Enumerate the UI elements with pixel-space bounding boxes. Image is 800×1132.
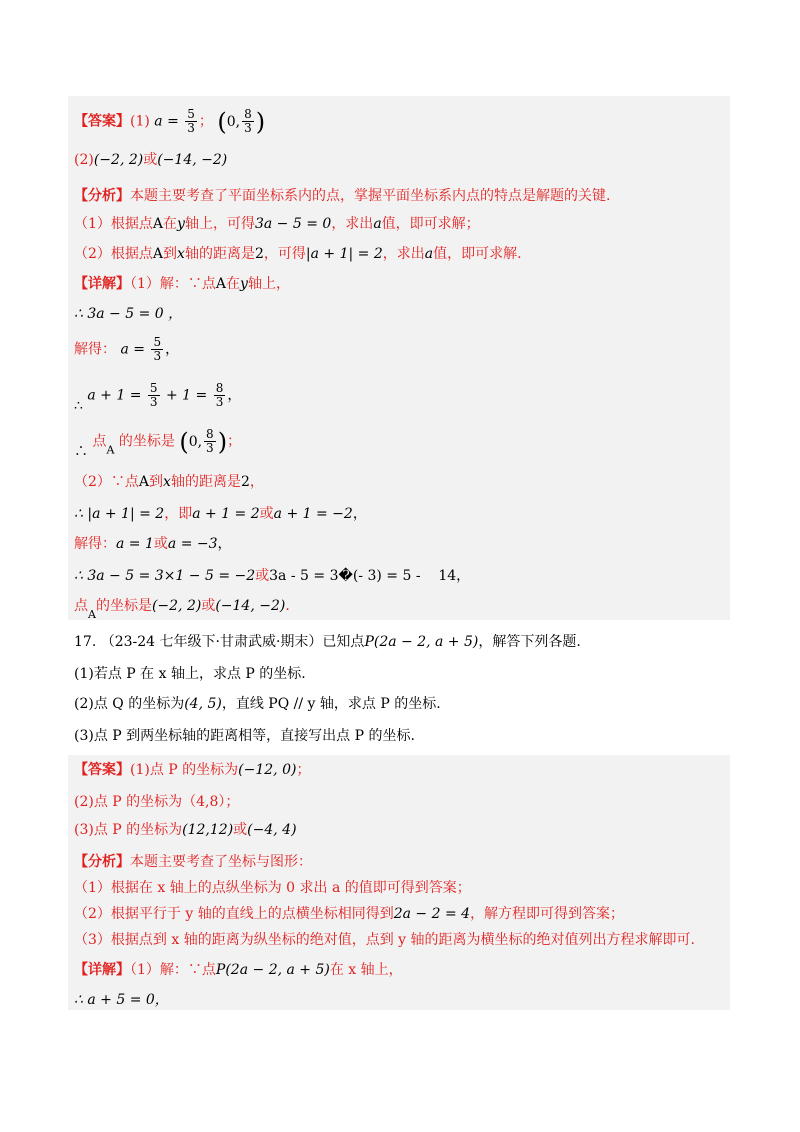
question-17-stem: 17. （23-24 七年级下·甘肃武威·期末）已知点P(2a − 2, a + 5)，解答下列各题. (74, 634, 581, 650)
answer-line-1: 【答案】(1) a = $\frac{5}{3}$ ； (0, $\frac{8}{3}$ ) (74, 107, 266, 136)
solution-step-5: （2）∵点A到x轴的距离是2， (74, 474, 264, 490)
question-17-part-1: (1)若点 P 在 x 轴上，求点 P 的坐标. (74, 666, 306, 682)
answer-tag: 【答案】 (74, 113, 130, 130)
detail-tag: 【详解】 (74, 276, 130, 292)
question-17-part-2: (2)点 Q 的坐标为(4, 5)，直线 PQ // y 轴，求点 P 的坐标. (74, 696, 441, 712)
answer-line-2: (2)(−2, 2)或(−14, −2) (74, 152, 228, 168)
detail-17-line: 【详解】（1）解：∵点P(2a − 2, a + 5)在 x 轴上， (74, 962, 403, 978)
solution-step-1: ∴ 3a − 5 = 0 ， (74, 306, 183, 322)
answer-17-line-1: 【答案】(1)点 P 的坐标为(−12, 0)； (74, 762, 311, 778)
analysis-17-item-2: （2）根据平行于 y 轴的直线上的点横坐标相同得到2a − 2 = 4，解方程即可得到答案； (74, 906, 625, 922)
question-17-part-3: (3)点 P 到两坐标轴的距离相等，直接写出点 P 的坐标. (74, 728, 415, 744)
analysis-line: 【分析】本题主要考查了平面坐标系内的点，掌握平面坐标系内点的特点是解题的关键. (74, 188, 611, 204)
detail-line: 【详解】（1）解：∵点A在y轴上， (74, 276, 290, 292)
analysis-17-item-3: （3）根据点到 x 轴的距离为纵坐标的绝对值，点到 y 轴的距离为横坐标的绝对值列出方程求解即可. (74, 932, 695, 948)
detail-17-step-1: ∴ a + 5 = 0， (74, 992, 169, 1008)
analysis-item-2: （2）根据点A到x轴的距离是2，可得|a + 1| = 2，求出a值，即可求解. (74, 246, 522, 262)
analysis-17-line: 【分析】本题主要考查了坐标与图形： (74, 854, 312, 870)
question-number: 17. (74, 634, 97, 650)
answer-17-line-2: (2)点 P 的坐标为（4,8）； (74, 794, 240, 810)
analysis-17-item-1: （1）根据在 x 轴上的点纵坐标为 0 求出 a 的值即可得到答案； (74, 880, 471, 896)
solution-step-8: ∴ 3a − 5 = 3×1 − 5 = −2或3a - 5 = 3�(- 3) = 5 - 14， (74, 568, 471, 584)
solution-step-9: 点$_A$的坐标是(−2, 2)或(−14, −2). (74, 598, 290, 621)
fraction: $\frac{5}{3}$ (187, 107, 195, 135)
answer-17-line-3: (3)点 P 的坐标为(12,12)或(−4, 4) (74, 822, 297, 838)
solution-step-2: 解得： a = $\frac{5}{3}$ ， (74, 335, 180, 363)
solution-step-4: ∴ 点$_A$ 的坐标是 (0, $\frac{8}{3}$ )； (74, 427, 242, 460)
coordinate: (0, $\frac{8}{3}$ ) (217, 107, 266, 136)
solution-step-6: ∴ |a + 1| = 2，即a + 1 = 2或a + 1 = −2， (74, 506, 367, 522)
analysis-item-1: （1）根据点A在y轴上，可得3a − 5 = 0，求出a值，即可求解； (74, 216, 480, 232)
solution-step-3: ∴ a + 1 = $\frac{5}{3}$ + 1 = $\frac{8}{3}$ ， (74, 381, 242, 414)
solution-step-7: 解得：a = 1或a = −3， (74, 536, 232, 552)
analysis-tag: 【分析】 (74, 188, 130, 204)
